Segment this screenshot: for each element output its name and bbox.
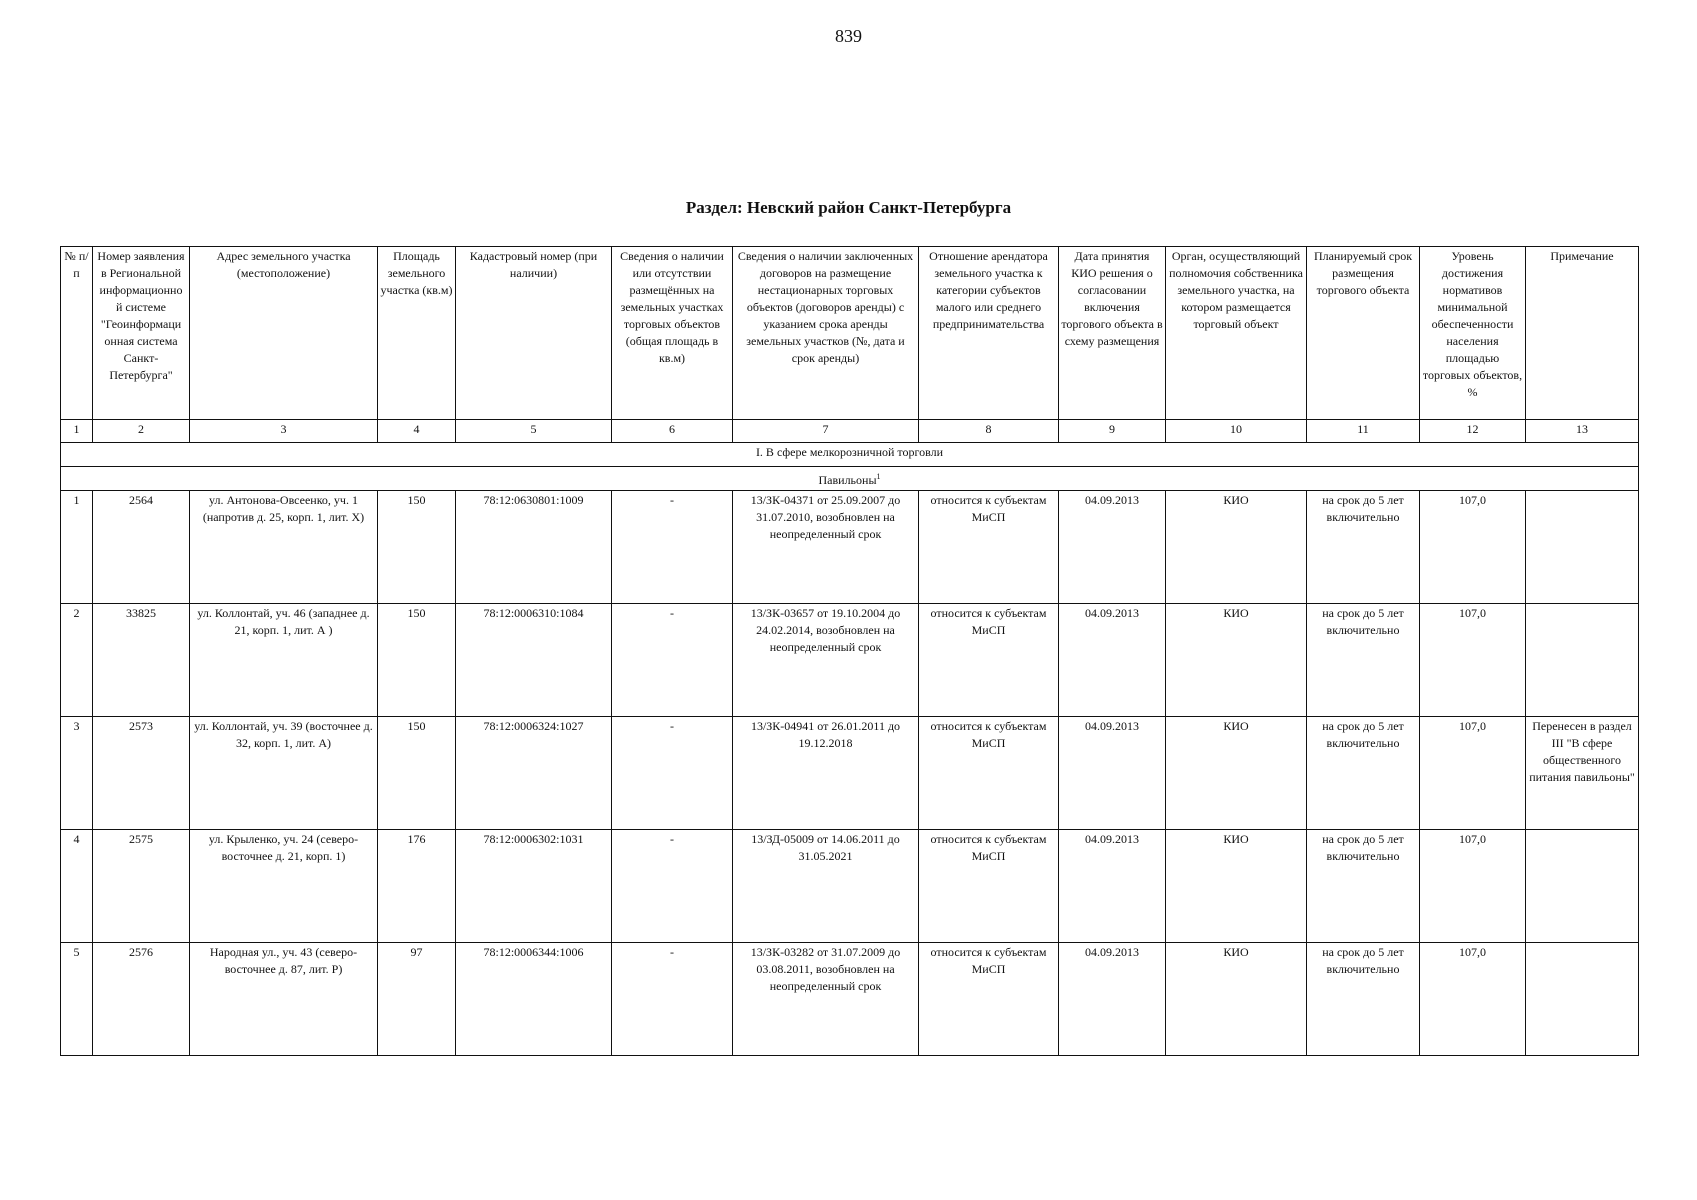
cell-term: на срок до 5 лет включительно [1307, 830, 1420, 943]
cell-application: 2576 [93, 943, 190, 1056]
header-cell: Кадастровый номер (при наличии) [456, 247, 612, 420]
cell-application: 2575 [93, 830, 190, 943]
cell-note [1526, 604, 1639, 717]
cell-level: 107,0 [1420, 717, 1526, 830]
header-cell: Примечание [1526, 247, 1639, 420]
cell-objects: - [612, 604, 733, 717]
cell-address: ул. Коллонтай, уч. 46 (западнее д. 21, корп. 1, лит. А ) [190, 604, 378, 717]
header-cell: Дата принятия КИО решения о согласовании включения торгового объекта в схему размещения [1059, 247, 1166, 420]
cell-address: ул. Антонова-Овсеенко, уч. 1 (напротив д. 25, корп. 1, лит. Х) [190, 491, 378, 604]
cell-date: 04.09.2013 [1059, 717, 1166, 830]
header-cell: Отношение арендатора земельного участка к категории субъектов малого или среднего предпринимательства [919, 247, 1059, 420]
footnote-mark: 1 [876, 472, 881, 481]
cell-area: 150 [378, 717, 456, 830]
cell-contracts: 13/ЗК-04941 от 26.01.2011 до 19.12.2018 [733, 717, 919, 830]
header-cell: Адрес земельного участка (местоположение) [190, 247, 378, 420]
cell-objects: - [612, 943, 733, 1056]
cell-date: 04.09.2013 [1059, 491, 1166, 604]
cell-cadastral: 78:12:0006310:1084 [456, 604, 612, 717]
cell-relation: относится к субъектам МиСП [919, 943, 1059, 1056]
header-cell: Орган, осуществляющий полномочия собственника земельного участка, на котором размещается торговый объект [1166, 247, 1307, 420]
cell-relation: относится к субъектам МиСП [919, 491, 1059, 604]
section-title: Раздел: Невский район Санкт-Петербурга [685, 198, 1012, 217]
sphere-title: I. В сфере мелкорозничной торговли [61, 443, 1639, 467]
cell-relation: относится к субъектам МиСП [919, 604, 1059, 717]
sphere-row [61, 443, 1639, 467]
table-row [61, 491, 1639, 604]
column-number: 12 [1420, 420, 1526, 443]
column-number: 8 [919, 420, 1059, 443]
cell-contracts: 13/ЗК-03657 от 19.10.2004 до 24.02.2014, возобновлен на неопределенный срок [733, 604, 919, 717]
column-number: 5 [456, 420, 612, 443]
column-number: 6 [612, 420, 733, 443]
table-row [61, 717, 1639, 830]
cell-address: Народная ул., уч. 43 (северо-восточнее д. 87, лит. Р) [190, 943, 378, 1056]
cell-area: 150 [378, 491, 456, 604]
table-row [61, 943, 1639, 1056]
cell-authority: КИО [1166, 830, 1307, 943]
cell-date: 04.09.2013 [1059, 604, 1166, 717]
cell-authority: КИО [1166, 717, 1307, 830]
column-number: 10 [1166, 420, 1307, 443]
column-number: 7 [733, 420, 919, 443]
cell-objects: - [612, 717, 733, 830]
cell-application: 2564 [93, 491, 190, 604]
cell-number: 5 [61, 943, 93, 1056]
cell-level: 107,0 [1420, 604, 1526, 717]
table-row [61, 830, 1639, 943]
cell-term: на срок до 5 лет включительно [1307, 604, 1420, 717]
cell-number: 3 [61, 717, 93, 830]
cell-objects: - [612, 491, 733, 604]
cell-level: 107,0 [1420, 943, 1526, 1056]
column-number: 3 [190, 420, 378, 443]
column-number-row [61, 420, 1639, 443]
cell-authority: КИО [1166, 943, 1307, 1056]
cell-cadastral: 78:12:0630801:1009 [456, 491, 612, 604]
cell-area: 176 [378, 830, 456, 943]
cell-level: 107,0 [1420, 830, 1526, 943]
cell-application: 33825 [93, 604, 190, 717]
cell-date: 04.09.2013 [1059, 830, 1166, 943]
header-cell: № п/п [61, 247, 93, 420]
cell-application: 2573 [93, 717, 190, 830]
cell-area: 150 [378, 604, 456, 717]
cell-area: 97 [378, 943, 456, 1056]
subsection-title [61, 467, 1639, 491]
subsection-row [61, 467, 1639, 491]
header-cell: Уровень достижения нормативов минимальной обеспеченности населения площадью торговых объектов, % [1420, 247, 1526, 420]
cell-note [1526, 830, 1639, 943]
column-number: 13 [1526, 420, 1639, 443]
cell-cadastral: 78:12:0006344:1006 [456, 943, 612, 1056]
header-cell: Номер заявления в Региональной информационно й системе "Геоинформаци онная система Санкт-Петербурга" [93, 247, 190, 420]
cell-number: 1 [61, 491, 93, 604]
cell-contracts: 13/ЗК-03282 от 31.07.2009 до 03.08.2011, возобновлен на неопределенный срок [733, 943, 919, 1056]
column-number: 9 [1059, 420, 1166, 443]
column-number: 1 [61, 420, 93, 443]
header-cell: Сведения о наличии заключенных договоров на размещение нестационарных торговых объектов (договоров аренды) с указанием срока аренды земельных участков (№, дата и срок аренды) [733, 247, 919, 420]
header-cell: Планируемый срок размещения торгового объекта [1307, 247, 1420, 420]
subsection-label: Павильоны [818, 473, 877, 487]
cell-cadastral: 78:12:0006324:1027 [456, 717, 612, 830]
cell-address: ул. Крыленко, уч. 24 (северо-восточнее д. 21, корп. 1) [190, 830, 378, 943]
cell-relation: относится к субъектам МиСП [919, 717, 1059, 830]
header-cell: Сведения о наличии или отсутствии размещённых на земельных участках торговых объектов (общая площадь в кв.м) [612, 247, 733, 420]
cell-address: ул. Коллонтай, уч. 39 (восточнее д. 32, корп. 1, лит. А) [190, 717, 378, 830]
header-row [61, 247, 1639, 420]
cell-term: на срок до 5 лет включительно [1307, 943, 1420, 1056]
column-number: 11 [1307, 420, 1420, 443]
cell-date: 04.09.2013 [1059, 943, 1166, 1056]
page-number: 839 [835, 26, 862, 46]
cell-contracts: 13/ЗД-05009 от 14.06.2011 до 31.05.2021 [733, 830, 919, 943]
cell-term: на срок до 5 лет включительно [1307, 717, 1420, 830]
header-cell: Площадь земельного участка (кв.м) [378, 247, 456, 420]
cell-objects: - [612, 830, 733, 943]
cell-level: 107,0 [1420, 491, 1526, 604]
column-number: 2 [93, 420, 190, 443]
cell-number: 4 [61, 830, 93, 943]
cell-note [1526, 491, 1639, 604]
column-number: 4 [378, 420, 456, 443]
cell-authority: КИО [1166, 604, 1307, 717]
cell-authority: КИО [1166, 491, 1307, 604]
cell-term: на срок до 5 лет включительно [1307, 491, 1420, 604]
cell-note [1526, 943, 1639, 1056]
cell-relation: относится к субъектам МиСП [919, 830, 1059, 943]
registry-table [60, 246, 1639, 1056]
table-row [61, 604, 1639, 717]
cell-note: Перенесен в раздел III "В сфере общественного питания павильоны" [1526, 717, 1639, 830]
cell-cadastral: 78:12:0006302:1031 [456, 830, 612, 943]
cell-contracts: 13/ЗК-04371 от 25.09.2007 до 31.07.2010, возобновлен на неопределенный срок [733, 491, 919, 604]
cell-number: 2 [61, 604, 93, 717]
